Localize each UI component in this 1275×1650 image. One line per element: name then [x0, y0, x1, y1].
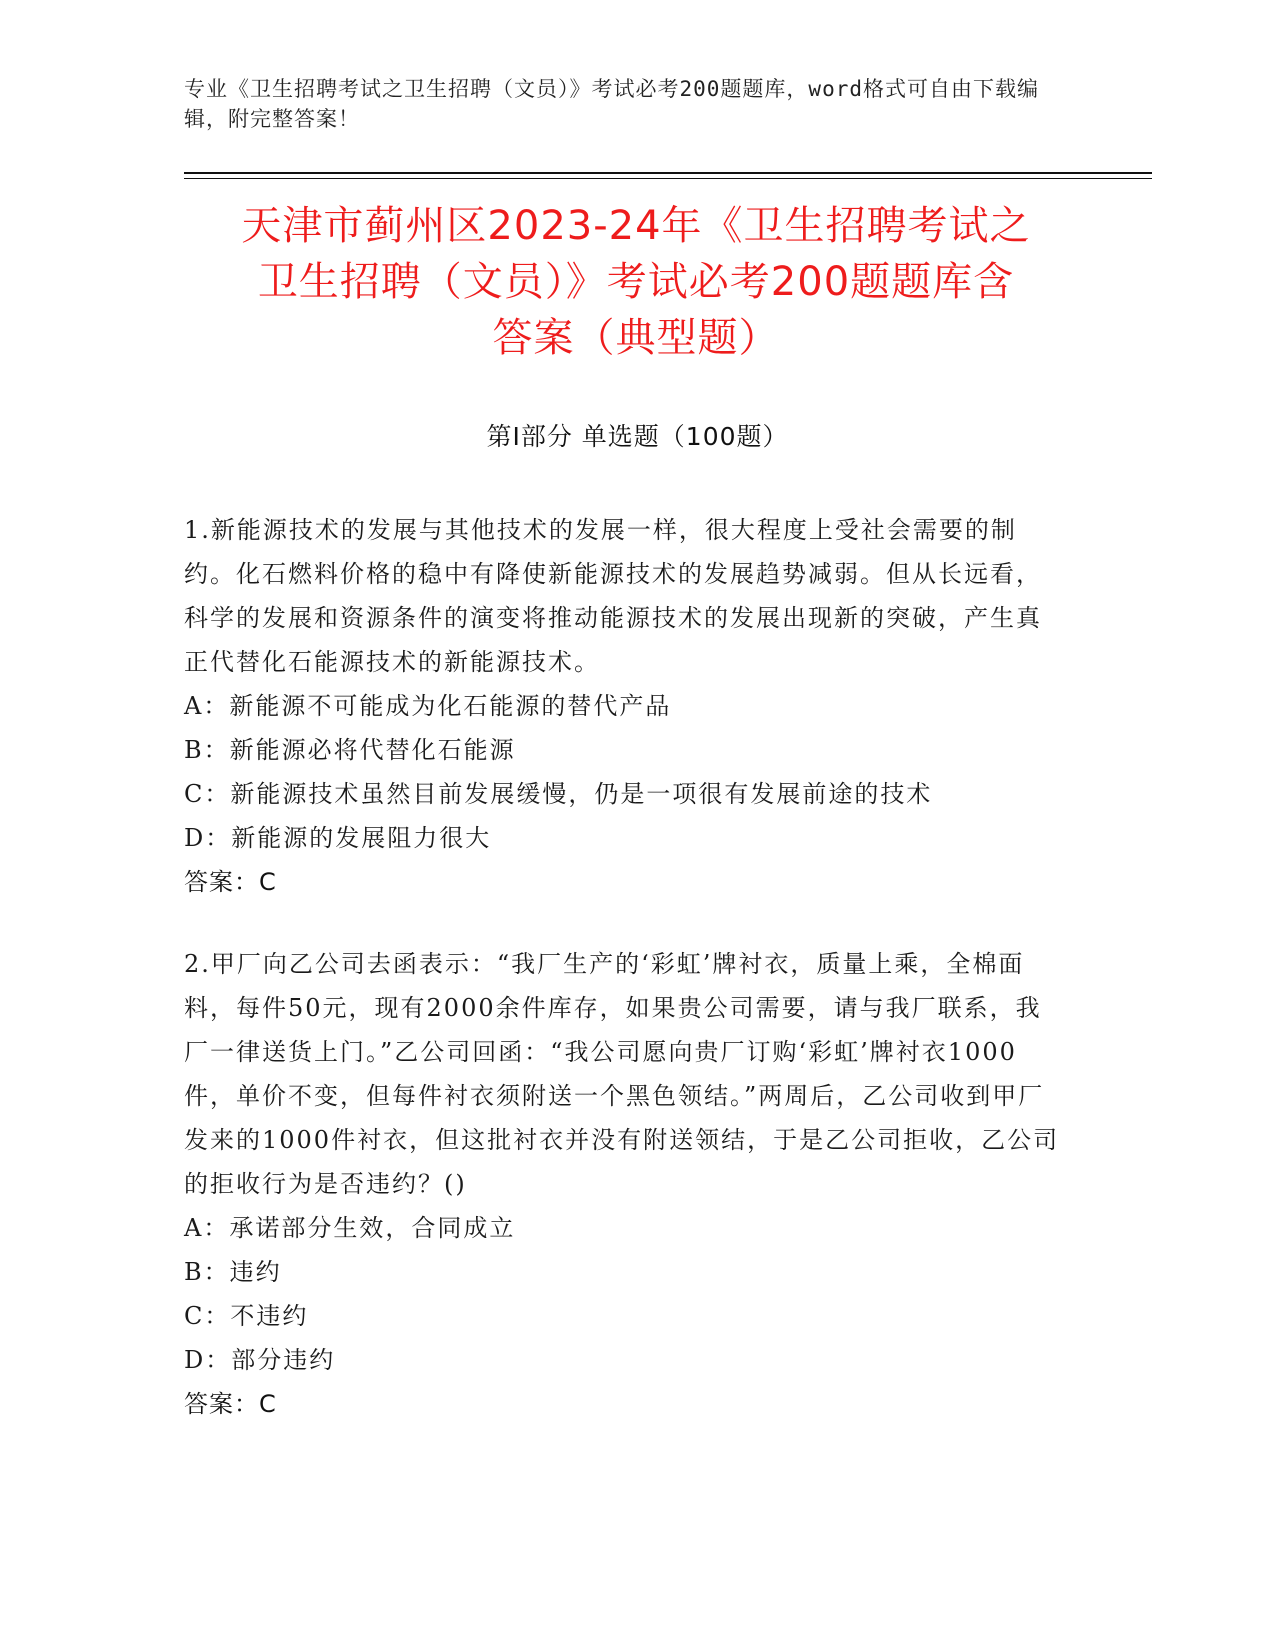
option-d: D：新能源的发展阻力很大 — [184, 824, 492, 852]
answer-line: 答案：C — [184, 1390, 277, 1418]
option-c: C：不违约 — [184, 1302, 309, 1330]
answer-line: 答案：C — [184, 868, 277, 896]
section-heading: 第I部分 单选题（100题） — [486, 422, 789, 451]
header-divider-thin — [184, 178, 1152, 179]
question-2 — [184, 942, 1064, 1426]
question-1 — [184, 508, 1064, 904]
header-note: 专业《卫生招聘考试之卫生招聘（文员）》考试必考200题题库，word格式可自由下载编辑，附完整答案！ — [184, 77, 1039, 131]
option-a: A：承诺部分生效，合同成立 — [184, 1214, 516, 1242]
header-divider-thick — [184, 172, 1152, 174]
option-c: C：新能源技术虽然目前发展缓慢，仍是一项很有发展前途的技术 — [184, 780, 933, 808]
option-b: B：违约 — [184, 1258, 282, 1286]
question-stem: 1.新能源技术的发展与其他技术的发展一样，很大程度上受社会需要的制约。化石燃料价格的稳中有降使新能源技术的发展趋势减弱。但从长远看，科学的发展和资源条件的演变将推动能源技术的发展出现新的突破，产生真正代替化石能源技术的新能源技术。 — [184, 516, 1042, 676]
option-b: B：新能源必将代替化石能源 — [184, 736, 516, 764]
title-line: 答案（典型题） — [492, 315, 780, 361]
document-title — [180, 198, 1092, 366]
title-line: 天津市蓟州区2023-24年《卫生招聘考试之 — [241, 203, 1031, 249]
option-d: D：部分违约 — [184, 1346, 336, 1374]
title-line: 卫生招聘（文员）》考试必考200题题库含 — [257, 259, 1015, 305]
option-a: A：新能源不可能成为化石能源的替代产品 — [184, 692, 672, 720]
question-stem: 2.甲厂向乙公司去函表示：“我厂生产的‘彩虹’牌衬衣，质量上乘，全棉面料，每件50元，现有2000余件库存，如果贵公司需要，请与我厂联系，我厂一律送货上门。”乙公司回函：“我公司愿向贵厂订购‘彩虹’牌衬衣1000件，单价不变，但每件衬衣须附送一个黑色领结。”两周后，乙公司收到甲厂发来的1000件衬衣，但这批衬衣并没有附送领结，于是乙公司拒收，乙公司的拒收行为是否违约？() — [184, 950, 1060, 1198]
